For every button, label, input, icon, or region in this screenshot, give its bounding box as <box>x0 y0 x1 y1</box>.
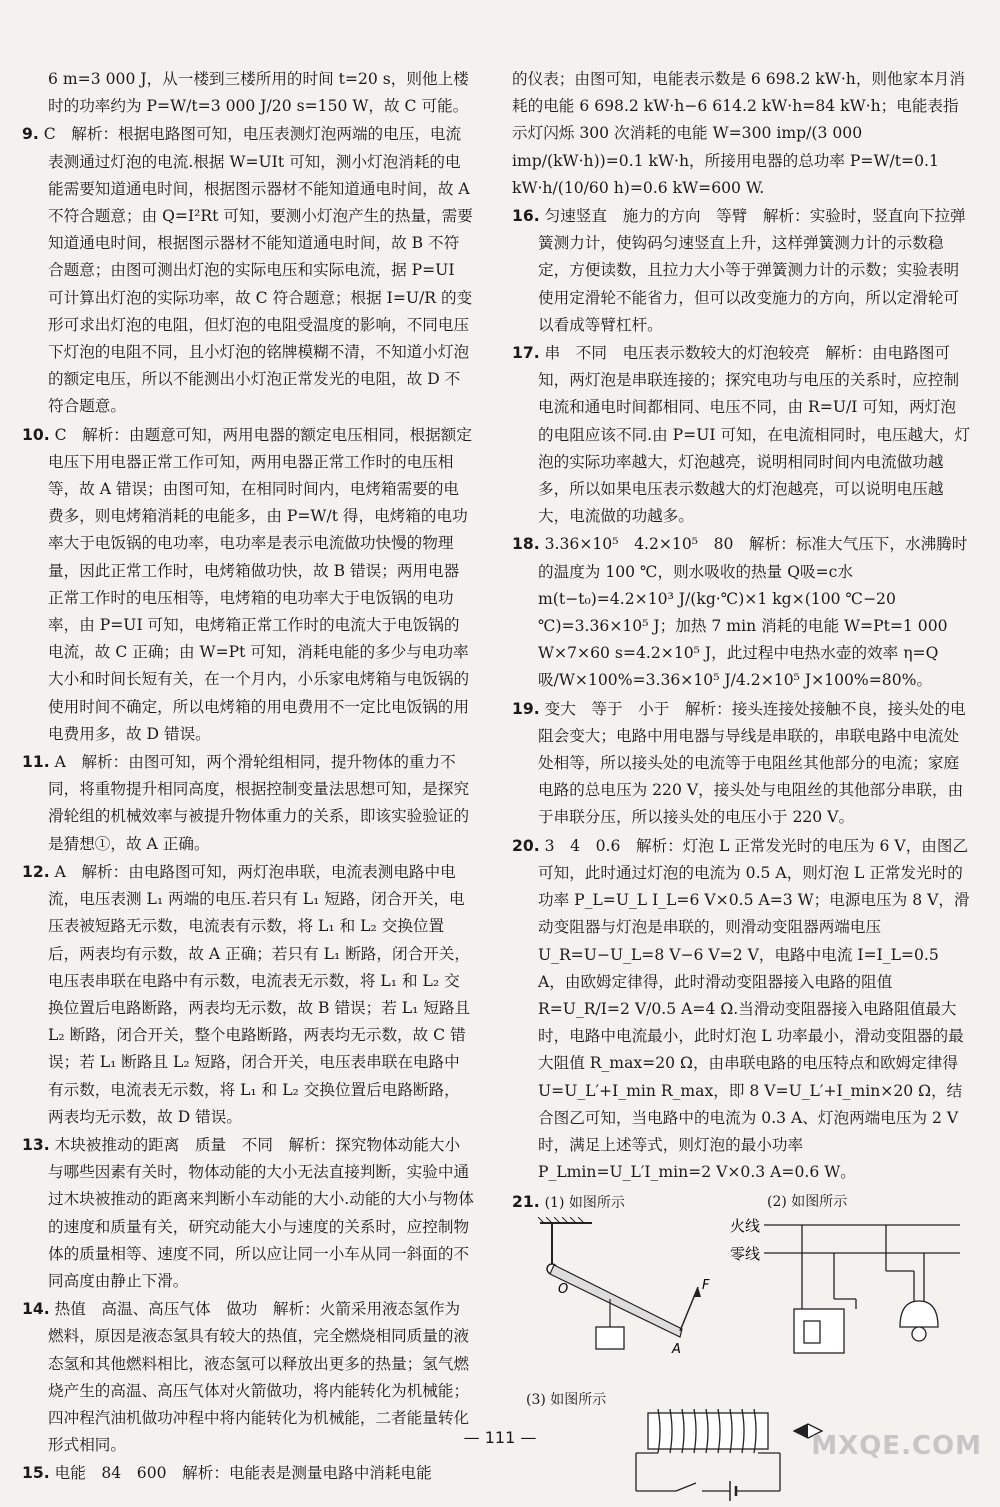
fig3-label: (3) 如图所示 <box>526 1392 607 1409</box>
right-column <box>512 66 970 1507</box>
item-number: 12. <box>22 862 50 881</box>
answer-item <box>22 121 474 420</box>
solenoid-circuit-diagram <box>622 1401 832 1501</box>
answer-item <box>512 833 970 1187</box>
item-text: 变大 等于 小于 解析：接头连接处接触不良，接头处的电阻会变大；电路中用电器与导线是串联的，串联电路中电流处处相等，所以接头处的电流等于电阻丝其他部分的电流；家庭电路的总电压为 220 V，接头处与电阻丝的其他部分串联，由于串联分压，所以接头处的电压小于 220 V。 <box>538 699 966 827</box>
item-text: 电能 84 600 解析：电能表是测量电路中消耗电能 <box>54 1464 432 1483</box>
item-text: 3 4 0.6 解析：灯泡 L 正常发光时的电压为 6 V，由图乙可知，此时通过灯泡的电流为 0.5 A，则灯泡 L 正常发光时的功率 P_L=U_L I_L=6 V×0.5 A=3 W；电源电压为 8 V，滑动变阻器与灯泡是串联的，则滑动变阻器两端电压 U_R=U−U_L=8 V−6 V=2 V，电路中电流 I=I_L=0.5 A，由欧姆定律得，此时滑动变阻器接入电路的阻值 R=U_R/I=2 V/0.5 A=4 Ω.当滑动变阻器接入电路阻值最大时，电路中电流最小，此时灯泡 L 功率最小，滑动变阻器的最大阻值 R_max=20 Ω，由串联电路的电压特点和欧姆定律得 U=U_L′+I_min R_max，即 8 V=U_L′+I_min×20 Ω，结合图乙可知，当电路中的电流为 0.3 A、灯泡两端电压为 2 V 时，满足上述等式，则灯泡的最小功率 P_Lmin=U_L′I_min=2 V×0.3 A=0.6 W。 <box>538 836 970 1182</box>
page-number: — 111 — <box>463 1428 537 1447</box>
answer-item <box>22 422 474 748</box>
item-text: C 解析：由题意可知，两用电器的额定电压相同，根据额定电压下用电器正常工作可知，两用电器正常工作时的电压相等，故 A 错误；由图可知，在相同时间内，电烤箱需要的电费多，则电烤箱消耗的电能多，由 P=W/t 得，电烤箱的电功率大于电饭锅的电功率，电功率是表示电流做功快慢的物理量，因此正常工作时，电烤箱做功快，故 B 错误；两用电器正常工作时的电压相等，电烤箱的电功率大于电饭锅的电功率，由 P=UI 可知，电烤箱正常工作时的电流大于电饭锅的电流，故 C 正确；由 W=Pt 可知，消耗电能的多少与电功率大小和时间长短有关，在一个月内，小乐家电烤箱与电饭锅的使用时间不确定，所以电烤箱的用电费用不一定比电饭锅的用电费用多，故 D 错误。 <box>48 425 472 743</box>
right-items <box>512 203 970 1186</box>
household-circuit-diagram <box>724 1209 964 1379</box>
answer-item <box>512 531 970 694</box>
answer-item <box>512 340 970 530</box>
live-wire-label: 火线 <box>730 1217 761 1236</box>
item-8-continuation: 6 m=3 000 J，从一楼到三楼所用的时间 t=20 s，则他上楼时的功率约为 P=W/t=3 000 J/20 s=150 W，故 C 可能。 <box>48 70 469 116</box>
item-text: A 解析：由图可知，两个滑轮组相同，提升物体的重力不同，将重物提升相同高度，根据控制变量法思想可知，是探究滑轮组的机械效率与被提升物体重力的关系，即该实验验证的是猜想①，故 A 正确。 <box>48 753 470 853</box>
item-text: 木块被推动的距离 质量 不同 解析：探究物体动能大小与哪些因素有关时，物体动能的大小无法直接判断，实验中通过木块被推动的距离来判断小车动能的大小.动能的大小与物体的速度和质量有关，研究动能大小与速度的关系时，应控制物体的质量相等、速度不同，所以应让同一小车从同一斜面的不同高度由静止下滑。 <box>48 1135 474 1290</box>
item-number: 19. <box>512 699 540 718</box>
fig1-O-label: O <box>558 1282 569 1298</box>
lever-diagram <box>532 1217 732 1377</box>
neutral-wire-label: 零线 <box>730 1245 761 1264</box>
item-number: 18. <box>512 535 540 554</box>
item-number: 9. <box>22 125 39 144</box>
item-text: 3.36×10⁵ 4.2×10⁵ 80 解析：标准大气压下，水沸腾时的温度为 100 ℃，则水吸收的热量 Q吸=c水m(t−t₀)=4.2×10³ J/(kg·℃)×1 kg×(100 ℃−20 ℃)=3.36×10⁵ J；加热 7 min 消耗的电能 W=Pt=1 000 W×7×60 s=4.2×10⁵ J，此过程中电热水壶的效率 η=Q吸/W×100%=3.36×10⁵ J/4.2×10⁵ J×100%=80%。 <box>538 535 968 690</box>
item-text: 串 不同 电压表示数较大的灯泡较亮 解析：由电路图可知，两灯泡是串联连接的；探究电功与电压的关系时，应控制电流和通电时间都相同、电压不同，由 R=U/I 可知，两灯泡的电阻应该不同.由 P=UI 可知，在电流相同时，电压越大，灯泡的实际功率越大，灯泡越亮，说明相同时间内电流做功越多，所以如果电压表示数越大的灯泡越亮，可以说明电压越大，电流做的功越多。 <box>538 344 970 526</box>
left-items <box>22 121 474 1487</box>
answer-item <box>22 859 474 1131</box>
left-column <box>22 66 474 1489</box>
answer-item <box>22 1132 474 1295</box>
item-text: C 解析：根据电路图可知，电压表测灯泡两端的电压，电流表测通过灯泡的电流.根据 W=UIt 可知，测小灯泡消耗的电能需要知道通电时间，根据图示器材不能知道通电时间，故 A 不符合题意；由 Q=I²Rt 可知，要测小灯泡产生的热量，需要知道通电时间，根据图示器材不能知道通电时间，故 B 不符合题意；由图可测出灯泡的实际电压和实际电流，据 P=UI 可计算出灯泡的实际功率，故 C 符合题意；根据 I=U/R 的变形可求出灯泡的电阻，但灯泡的电阻受温度的影响，不同电压下灯泡的电阻不同，且小灯泡的铭牌模糊不清，不知道小灯泡的额定电压，所以不能测出小灯泡正常发光的电阻，故 D 不符合题意。 <box>43 125 473 416</box>
item-number: 16. <box>512 207 540 226</box>
answer-item <box>512 203 970 339</box>
watermark-logo: MXQE.COM <box>811 1431 982 1461</box>
item-number: 20. <box>512 836 540 855</box>
fig1-F-label: F <box>702 1278 710 1294</box>
fig1-label: (1) 如图所示 <box>544 1195 625 1212</box>
answer-item <box>512 696 970 832</box>
item-number: 17. <box>512 344 540 363</box>
item-15-continuation: 的仪表；由图可知，电能表示数是 6 698.2 kW·h，则他家本月消耗的电能 6 698.2 kW·h−6 614.2 kW·h=84 kW·h；电能表指示灯闪烁 300 次消耗的电能 W=300 imp/(3 000 imp/(kW·h))=0.1 kW·h，所接用电器的总功率 P=W/t=0.1 kW·h/(10/60 h)=0.6 kW=600 W. <box>512 70 965 197</box>
fig1-A-label: A <box>672 1342 681 1358</box>
answer-item <box>22 1460 474 1487</box>
item-text: 匀速竖直 施力的方向 等臂 解析：实验时，竖直向下拉弹簧测力计，使钩码匀速竖直上升，这样弹簧测力计的示数稳定，方便读数，且拉力大小等于弹簧测力计的示数；实验表明使用定滑轮不能省力，但可以改变施力的方向，所以定滑轮可以看成等臂杠杆。 <box>538 207 966 334</box>
item-number: 15. <box>22 1464 50 1483</box>
item-number: 14. <box>22 1300 50 1319</box>
fig2-label: (2) 如图所示 <box>767 1194 848 1211</box>
answer-item <box>22 749 474 858</box>
item-text: 热值 高温、高压气体 做功 解析：火箭采用液态氢作为燃料，原因是液态氢具有较大的热值，完全燃烧相同质量的液态氢和其他燃料相比，液态氢可以释放出更多的热量；氢气燃烧产生的高温、高压气体对火箭做功，将内能转化为机械能；四冲程汽油机做功冲程中将内能转化为机械能，二者能量转化形式相同。 <box>48 1300 470 1455</box>
item-text: A 解析：由电路图可知，两灯泡串联，电流表测电路中电流，电压表测 L₁ 两端的电压.若只有 L₁ 短路，闭合开关，电压表被短路无示数，电流表有示数，将 L₁ 和 L₂ 交换位置后，两表均有示数，故 A 正确；若只有 L₁ 断路，闭合开关，电压表串联在电路中有示数，电流表无示数，将 L₁ 和 L₂ 交换位置后电路断路，两表均无示数，故 B 错误；若 L₁ 短路且 L₂ 断路，闭合开关，整个电路断路，两表均无示数，故 C 错误；若 L₁ 断路且 L₂ 短路，闭合开关，电压表串联在电路中有示数，电流表无示数，将 L₁ 和 L₂ 交换位置后电路断路，两表均无示数，故 D 错误。 <box>48 862 471 1126</box>
item-number: 11. <box>22 753 50 772</box>
item-number: 10. <box>22 425 50 444</box>
item-21-number: 21. <box>512 1193 540 1212</box>
item-number: 13. <box>22 1135 50 1154</box>
